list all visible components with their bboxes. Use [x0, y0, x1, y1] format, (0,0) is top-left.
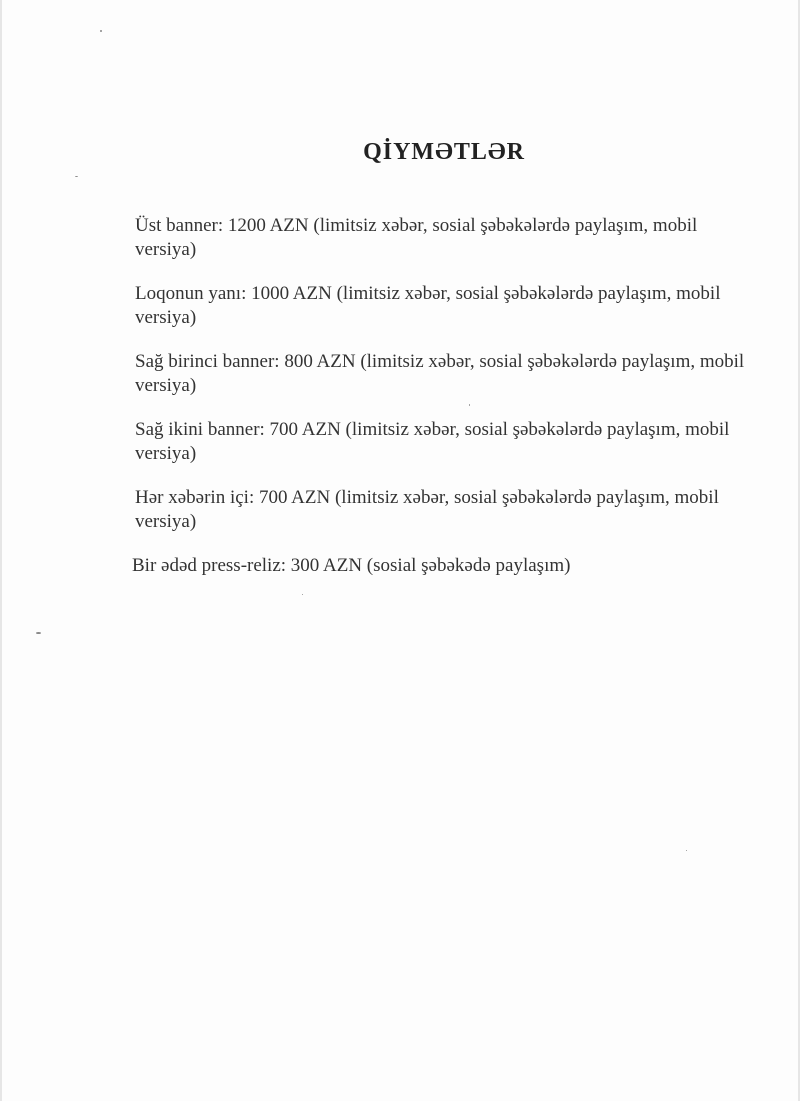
scan-speck: [36, 632, 41, 634]
price-item-right-second-banner: Sağ ikini banner: 700 AZN (limitsiz xəbər, sosial şəbəkələrdə paylaşım, mobil versiya): [135, 419, 730, 464]
scan-speck: [686, 850, 687, 851]
price-item-inside-news: Hər xəbərin içi: 700 AZN (limitsiz xəbər, sosial şəbəkələrdə paylaşım, mobil versiya): [135, 487, 719, 532]
price-item-press-release: Bir ədəd press-reliz: 300 AZN (sosial şəbəkədə paylaşım): [132, 555, 571, 576]
price-list: [132, 214, 755, 598]
price-item-right-first-banner: Sağ birinci banner: 800 AZN (limitsiz xəbər, sosial şəbəkələrdə paylaşım, mobil versiya): [135, 351, 745, 396]
price-item-logo-side: Loqonun yanı: 1000 AZN (limitsiz xəbər, sosial şəbəkələrdə paylaşım, mobil versiya): [135, 283, 721, 328]
scan-speck: [75, 176, 78, 177]
scan-speck: [100, 30, 102, 32]
page-title: QİYMƏTLƏR: [363, 139, 525, 165]
price-item-top-banner: Üst banner: 1200 AZN (limitsiz xəbər, sosial şəbəkələrdə paylaşım, mobil versiya): [135, 215, 698, 260]
